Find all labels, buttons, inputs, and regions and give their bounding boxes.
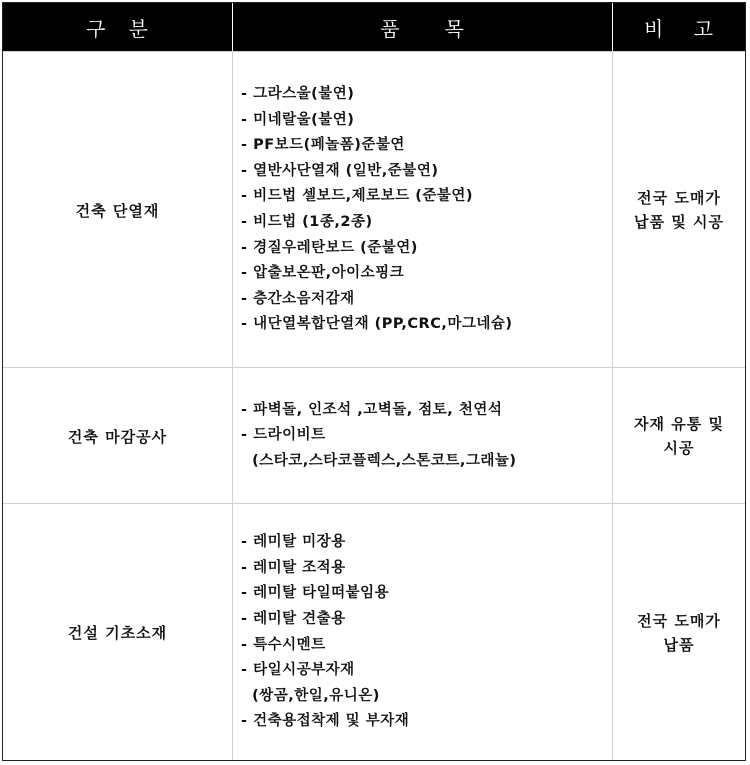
list-item: - 드라이비트 [241, 427, 326, 444]
note-line: 시공 [663, 439, 695, 457]
table-row-materials [3, 503, 745, 761]
note-line: 자재 유통 및 [634, 415, 724, 433]
category-cell: 건설 기초소재 [67, 624, 168, 642]
header-items: 품 목 [380, 16, 465, 41]
header-category: 구 분 [86, 16, 149, 41]
list-item: - 레미탈 견출용 [241, 610, 346, 627]
header-note: 비 고 [643, 16, 715, 41]
list-item: - 압출보온판,아이소핑크 [241, 265, 405, 282]
note-line: 전국 도매가 [637, 189, 721, 207]
list-item: - 파벽돌, 인조석 ,고벽돌, 점토, 천연석 [241, 401, 503, 418]
list-item: - 열반사단열재 (일반,준불연) [241, 162, 439, 179]
list-item: - 레미탈 타일떠붙임용 [241, 585, 390, 602]
list-item: - 경질우레탄보드 (준불연) [241, 239, 418, 256]
list-item: - 내단열복합단열재 (PP,CRC,마그네슘) [241, 316, 513, 333]
table-header [3, 3, 745, 51]
category-cell: 건축 마감공사 [67, 427, 168, 446]
list-item: - 특수시멘트 [241, 636, 326, 653]
note-line: 전국 도매가 [637, 611, 721, 630]
note-cell [613, 368, 745, 504]
note-cell [613, 504, 745, 761]
category-cell: 건축 단열재 [75, 201, 160, 220]
note-line: 납품 [663, 635, 695, 654]
table-row-finishing [3, 367, 745, 504]
list-item: - 층간소음저감재 [241, 290, 355, 307]
list-item: - 타일시공부자재 [241, 662, 355, 679]
list-item: - 비드법 셀보드,제로보드 (준불연) [241, 188, 474, 205]
list-item: - PF보드(페놀폼)준불연 [241, 137, 405, 154]
list-item: - 그라스울(불연) [241, 86, 355, 103]
list-item: (스타코,스타코플렉스,스톤코트,그래뉼) [241, 452, 517, 469]
table-row-insulation [3, 51, 745, 368]
items-cell [241, 52, 611, 368]
note-cell [613, 52, 745, 368]
list-item: - 비드법 (1종,2종) [241, 214, 373, 230]
items-cell [241, 504, 611, 761]
list-item: - 레미탈 조적용 [241, 559, 346, 576]
items-cell [241, 368, 611, 504]
list-item: - 미네랄울(불연) [241, 111, 355, 128]
list-item: (쌍곰,한일,유니온) [241, 687, 380, 704]
product-table [2, 2, 746, 761]
note-line: 납품 및 시공 [634, 213, 724, 231]
list-item: - 레미탈 미장용 [241, 534, 346, 551]
list-item: - 건축용접착제 및 부자재 [241, 713, 410, 730]
